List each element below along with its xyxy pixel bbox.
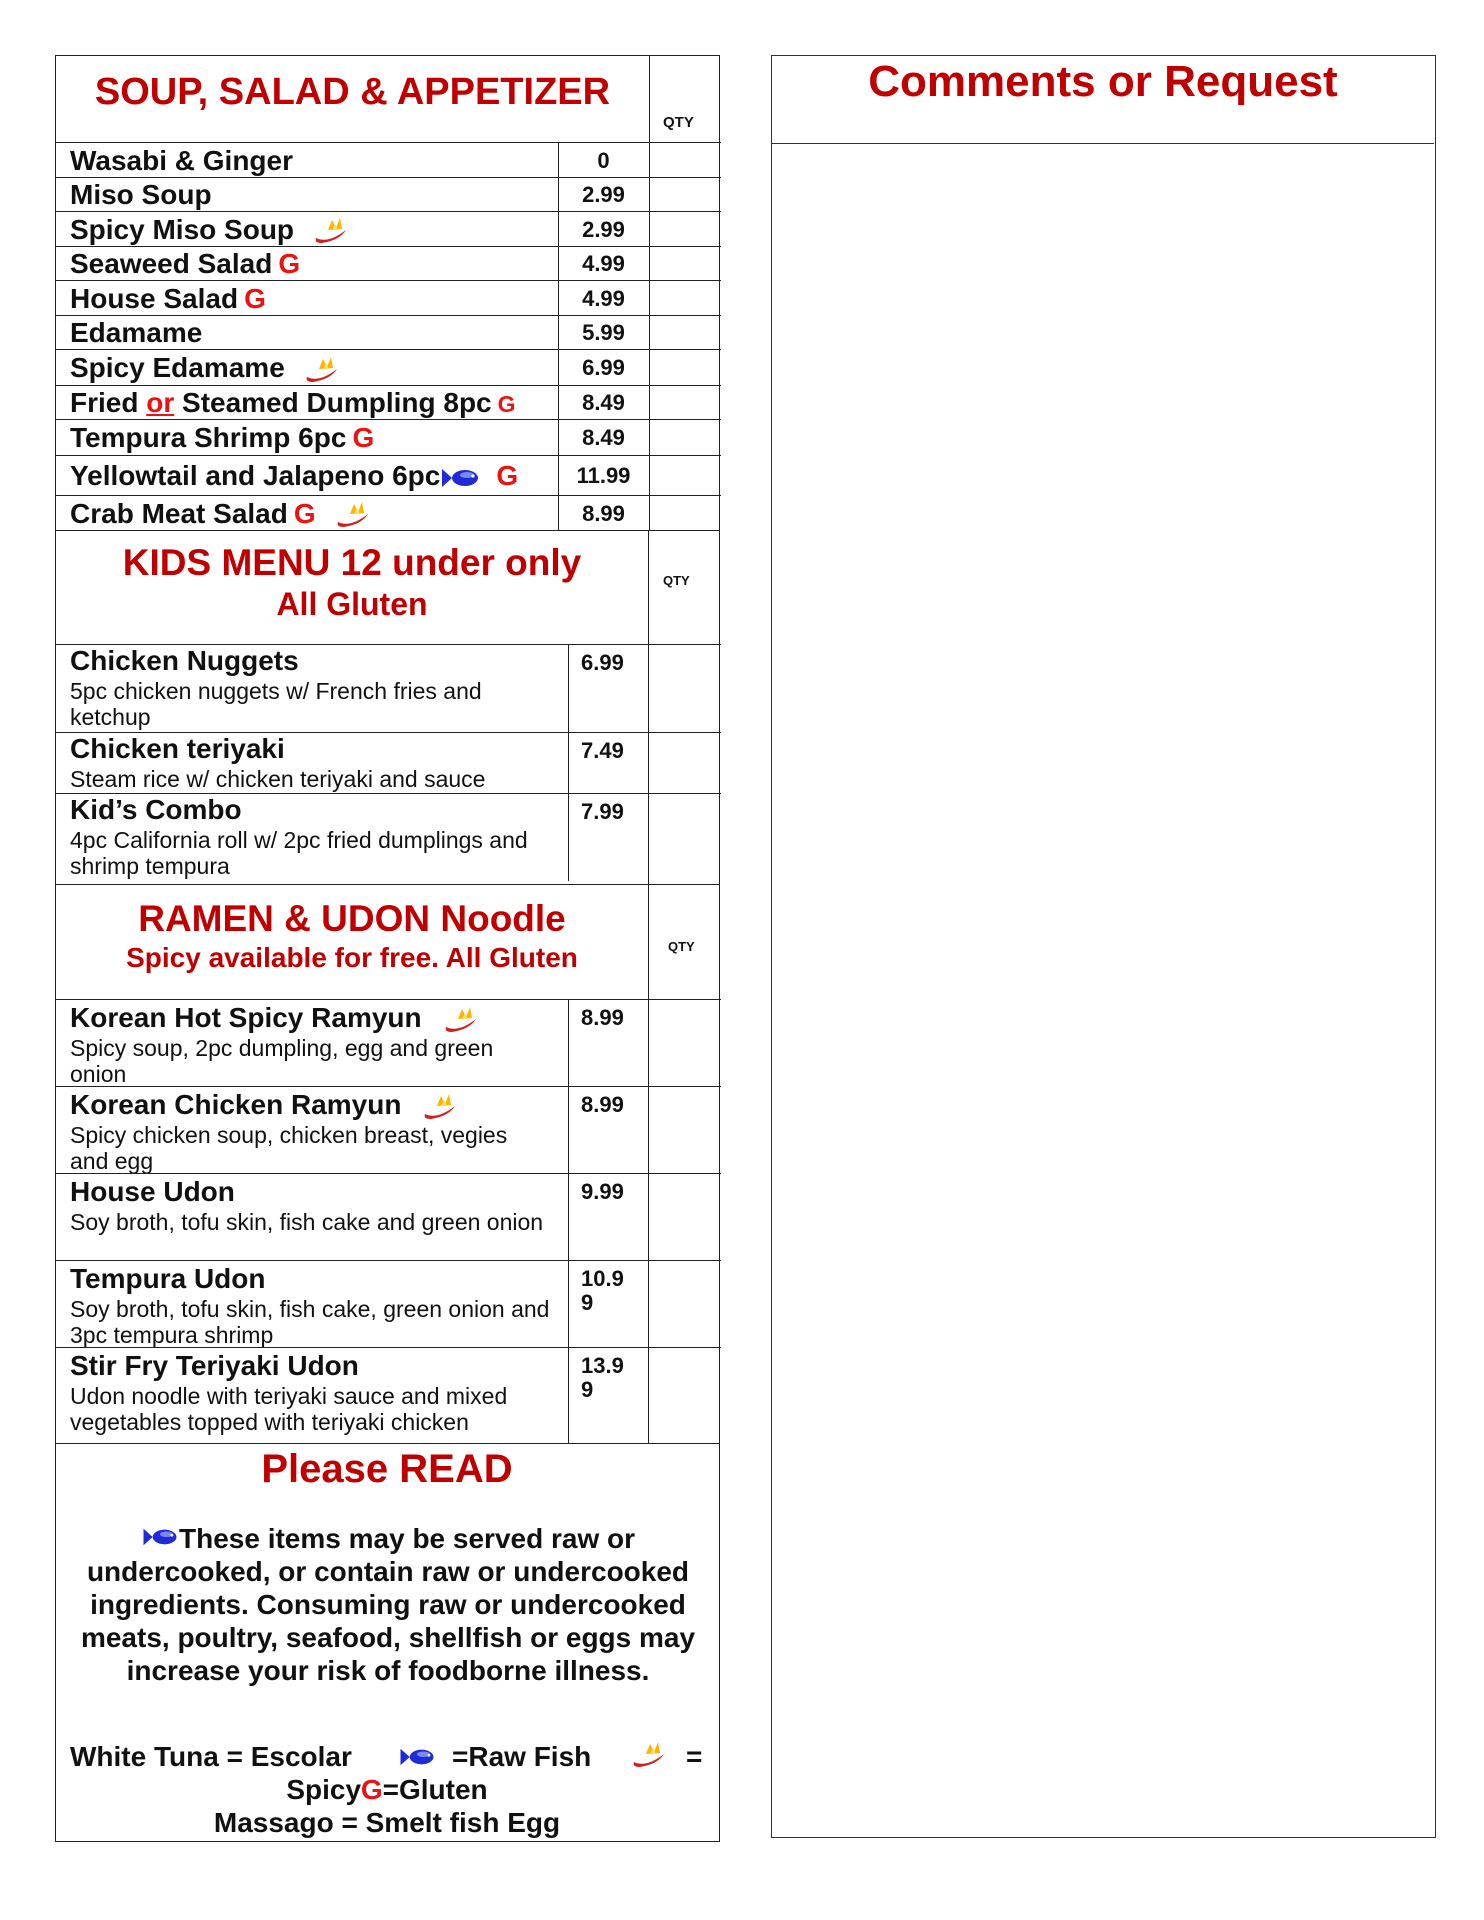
item-price: 2.99 bbox=[582, 182, 625, 207]
comments-title: Comments or Request bbox=[868, 57, 1338, 106]
fish-icon bbox=[141, 1526, 179, 1548]
item-price: 11.99 bbox=[576, 463, 631, 488]
item-description: Soy broth, tofu skin, fish cake, green onion and 3pc tempura shrimp bbox=[70, 1296, 550, 1348]
gluten-mark: G bbox=[278, 248, 301, 279]
qty-cell[interactable] bbox=[651, 386, 721, 419]
warning-text: These items may be served raw or undercooked, or contain raw or undercooked ingredients. Consuming raw or undercooked meats, poultry, seafood, shellfish or eggs may increase your risk of foodborne illness. bbox=[80, 1523, 696, 1686]
item-description: Spicy soup, 2pc dumpling, egg and green onion bbox=[70, 1035, 494, 1087]
item-name-text: Tempura Udon bbox=[70, 1263, 266, 1294]
item-name bbox=[70, 179, 212, 211]
item-price: 13.9 9 bbox=[581, 1353, 624, 1402]
menu-item-row bbox=[56, 246, 721, 280]
item-name bbox=[70, 1176, 235, 1208]
menu-item-row bbox=[56, 1173, 721, 1260]
qty-cell[interactable] bbox=[651, 212, 721, 246]
gluten-mark: G bbox=[244, 282, 266, 314]
item-price: 8.99 bbox=[581, 1005, 624, 1030]
qty-cell[interactable] bbox=[649, 1174, 719, 1260]
item-price: 2.99 bbox=[582, 216, 625, 242]
item-name bbox=[70, 733, 285, 765]
qty-cell[interactable] bbox=[649, 1000, 719, 1086]
item-name bbox=[70, 460, 518, 492]
item-name-text: Korean Chicken Ramyun bbox=[70, 1089, 402, 1120]
item-price: 6.99 bbox=[582, 355, 625, 380]
menu-item-row bbox=[56, 455, 721, 495]
qty-cell[interactable] bbox=[649, 1348, 719, 1444]
item-name-text: Edamame bbox=[70, 317, 203, 348]
gluten-mark: G bbox=[496, 460, 519, 491]
comments-header bbox=[772, 56, 1434, 144]
item-price: 10.9 9 bbox=[581, 1266, 624, 1315]
menu-item-row bbox=[56, 793, 721, 881]
fish-icon bbox=[440, 466, 480, 490]
item-price: 8.99 bbox=[581, 1092, 624, 1117]
qty-cell[interactable] bbox=[649, 645, 719, 732]
item-name bbox=[70, 1350, 359, 1382]
menu-item-row bbox=[56, 1347, 721, 1444]
item-name bbox=[70, 387, 516, 420]
menu-item-row bbox=[56, 732, 721, 793]
section-title: RAMEN & UDON Noodle bbox=[138, 898, 566, 939]
item-name-text: Spicy Miso Soup bbox=[70, 213, 295, 245]
legend-gluten: =Gluten bbox=[382, 1774, 488, 1805]
item-name-text: Wasabi & Ginger bbox=[70, 144, 294, 176]
item-price: 6.99 bbox=[581, 650, 624, 675]
item-name-text: Steamed Dumpling 8pc bbox=[174, 387, 492, 418]
qty-cell[interactable] bbox=[651, 143, 721, 177]
menu-item-row bbox=[56, 495, 721, 530]
qty-cell[interactable] bbox=[651, 316, 721, 349]
item-price: 8.49 bbox=[582, 425, 625, 450]
item-price: 8.99 bbox=[582, 500, 625, 526]
legend-massago: Massago = Smelt fish Egg bbox=[213, 1807, 561, 1838]
item-price: 4.99 bbox=[582, 285, 625, 311]
item-description: Udon noodle with teriyaki sauce and mixed vegetables topped with teriyaki chicken bbox=[70, 1383, 508, 1435]
soup-salad-appetizer-section bbox=[55, 55, 720, 531]
chili-icon bbox=[330, 500, 374, 530]
chili-icon bbox=[438, 1005, 482, 1035]
menu-item-row bbox=[56, 211, 721, 246]
item-name-text: Fried bbox=[70, 387, 147, 418]
qty-column-label: QTY bbox=[668, 939, 695, 954]
qty-cell[interactable] bbox=[651, 281, 721, 315]
fish-icon bbox=[398, 1746, 436, 1768]
item-name bbox=[70, 214, 352, 247]
item-price: 8.49 bbox=[582, 390, 625, 415]
raw-warning bbox=[68, 1522, 708, 1687]
item-name-or: or bbox=[146, 387, 175, 418]
item-description: Steam rice w/ chicken teriyaki and sauce bbox=[70, 766, 486, 792]
item-name bbox=[70, 283, 266, 315]
comments-box bbox=[771, 55, 1436, 1838]
item-price: 7.49 bbox=[581, 738, 624, 763]
legend-spicy: Spicy bbox=[286, 1774, 362, 1805]
section-title: SOUP, SALAD & APPETIZER bbox=[94, 71, 611, 113]
qty-cell[interactable] bbox=[651, 178, 721, 211]
item-name-text: Miso Soup bbox=[70, 179, 212, 210]
qty-cell[interactable] bbox=[649, 1261, 719, 1347]
section-subtitle: All Gluten bbox=[276, 586, 428, 622]
menu-item-row bbox=[56, 280, 721, 315]
qty-column-label: QTY bbox=[663, 573, 690, 588]
item-name-text: Spicy Edamame bbox=[70, 352, 285, 383]
menu-item-row bbox=[56, 1260, 721, 1347]
item-name bbox=[70, 1002, 482, 1035]
please-read-section bbox=[55, 1443, 720, 1842]
item-description: 5pc chicken nuggets w/ French fries and ketchup bbox=[70, 678, 482, 730]
item-price: 7.99 bbox=[581, 799, 624, 824]
item-name-text: Tempura Shrimp 6pc bbox=[70, 422, 347, 453]
chili-icon bbox=[308, 216, 352, 246]
item-name bbox=[70, 1263, 265, 1295]
item-description: 4pc California roll w/ 2pc fried dumplings and shrimp tempura bbox=[70, 827, 528, 879]
qty-cell[interactable] bbox=[651, 420, 721, 455]
legend-g: G bbox=[360, 1774, 383, 1805]
qty-cell[interactable] bbox=[649, 1087, 719, 1173]
item-name-text: House Udon bbox=[70, 1176, 235, 1207]
menu-item-row bbox=[56, 177, 721, 211]
item-price: 5.99 bbox=[582, 320, 625, 345]
item-description: Spicy chicken soup, chicken breast, vegies and egg bbox=[70, 1122, 508, 1174]
item-name-text: Chicken teriyaki bbox=[70, 733, 285, 764]
chili-icon bbox=[626, 1740, 670, 1770]
menu-order-form bbox=[55, 55, 720, 1842]
item-name bbox=[70, 248, 300, 280]
item-price: 9.99 bbox=[581, 1179, 624, 1204]
qty-cell[interactable] bbox=[649, 733, 719, 793]
item-name-text: Crab Meat Salad bbox=[70, 497, 288, 529]
qty-cell[interactable] bbox=[651, 350, 721, 385]
item-name bbox=[70, 498, 374, 531]
item-name bbox=[70, 1089, 461, 1122]
item-name bbox=[70, 422, 374, 454]
legend bbox=[56, 1740, 718, 1839]
item-description: Soy broth, tofu skin, fish cake and green onion bbox=[70, 1209, 544, 1235]
item-name bbox=[70, 794, 242, 826]
chili-icon bbox=[417, 1092, 461, 1122]
item-name-text: Yellowtail and Jalapeno 6pc bbox=[70, 460, 441, 491]
legend-tuna: White Tuna = Escolar bbox=[70, 1741, 352, 1772]
gluten-mark: G bbox=[352, 422, 375, 453]
menu-item-row bbox=[56, 349, 721, 385]
qty-cell[interactable] bbox=[651, 247, 721, 280]
item-name-text: Korean Hot Spicy Ramyun bbox=[70, 1002, 422, 1033]
chili-icon bbox=[299, 355, 343, 385]
qty-cell[interactable] bbox=[651, 456, 721, 495]
item-name-text: Kid’s Combo bbox=[70, 794, 242, 825]
menu-item-row bbox=[56, 999, 721, 1086]
item-name bbox=[70, 317, 202, 349]
kids-menu-section bbox=[55, 530, 720, 885]
ramen-udon-section bbox=[55, 884, 720, 1444]
qty-cell[interactable] bbox=[649, 794, 719, 881]
item-price: 0 bbox=[597, 147, 610, 173]
menu-item-row bbox=[56, 142, 721, 177]
qty-cell[interactable] bbox=[651, 496, 721, 530]
menu-item-row bbox=[56, 419, 721, 455]
legend-raw: =Raw Fish bbox=[452, 1741, 592, 1772]
item-name-text: Chicken Nuggets bbox=[70, 645, 299, 676]
item-name bbox=[70, 352, 343, 385]
item-name-text: Stir Fry Teriyaki Udon bbox=[70, 1350, 359, 1381]
section-subtitle: Spicy available for free. All Gluten bbox=[126, 942, 578, 973]
item-name bbox=[70, 645, 299, 677]
gluten-mark: G bbox=[293, 497, 316, 529]
item-name-text: House Salad bbox=[70, 282, 239, 314]
menu-item-row bbox=[56, 644, 721, 732]
notice-title: Please READ bbox=[261, 1447, 513, 1491]
qty-column-label: QTY bbox=[663, 114, 694, 131]
item-name bbox=[70, 145, 293, 177]
section-title: KIDS MENU 12 under only bbox=[122, 542, 582, 583]
menu-item-row bbox=[56, 315, 721, 349]
comments-area[interactable] bbox=[772, 144, 1434, 1836]
menu-item-row bbox=[56, 1086, 721, 1173]
legend-eq: = bbox=[686, 1741, 703, 1772]
item-name-text: Seaweed Salad bbox=[70, 248, 273, 279]
gluten-mark: G bbox=[497, 391, 516, 417]
item-price: 4.99 bbox=[582, 251, 625, 276]
menu-item-row bbox=[56, 385, 721, 419]
